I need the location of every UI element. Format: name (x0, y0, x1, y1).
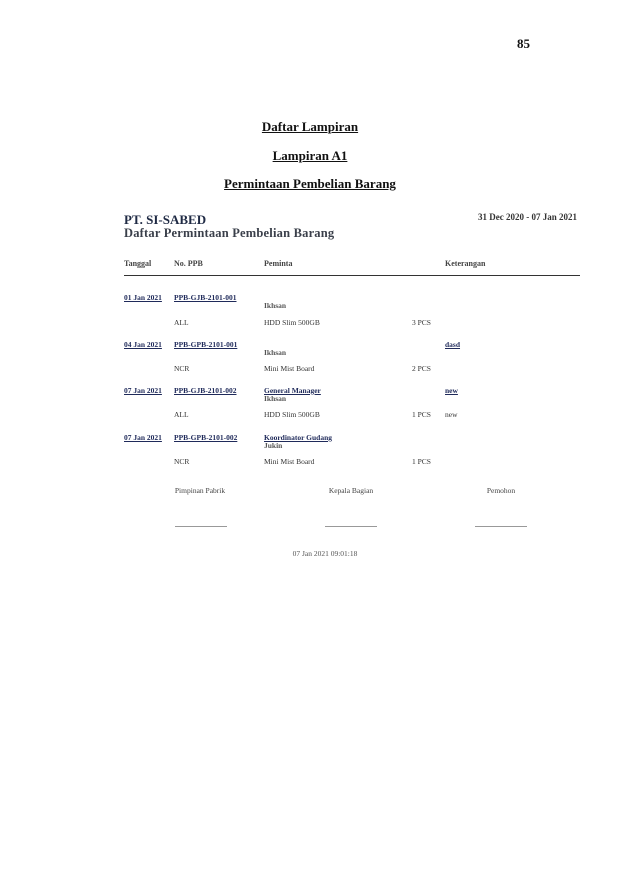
item-description: Mini Mist Board (264, 364, 315, 373)
record-note: dasd (445, 340, 461, 349)
item-quantity: 1 PCS (412, 410, 431, 419)
signature-label-pemohon: Pemohon (486, 486, 516, 495)
signature-line (475, 526, 527, 527)
record-requester: Ikhsan (264, 348, 287, 357)
record-requester: Jukin (264, 441, 283, 450)
record-date[interactable]: 01 Jan 2021 (124, 293, 162, 302)
item-description: HDD Slim 500GB (264, 318, 320, 327)
heading-permintaan: Permintaan Pembelian Barang (224, 176, 396, 191)
company-name: PT. SI-SABED (124, 212, 207, 227)
record-requester: Ikhsan (264, 301, 287, 310)
item-note: new (445, 410, 458, 419)
record-note: new (445, 386, 458, 395)
column-header-tanggal: Tanggal (124, 259, 152, 268)
record-ppb-number[interactable]: PPB-GPB-2101-001 (174, 340, 238, 349)
signature-label-pimpinan-pabrik: Pimpinan Pabrik (174, 486, 226, 495)
heading-lampiran-a1: Lampiran A1 (272, 148, 348, 163)
record-date[interactable]: 07 Jan 2021 (124, 433, 162, 442)
record-date[interactable]: 04 Jan 2021 (124, 340, 162, 349)
record-date[interactable]: 07 Jan 2021 (124, 386, 162, 395)
item-code: ALL (174, 410, 189, 419)
item-code: NCR (174, 457, 190, 466)
record-ppb-number[interactable]: PPB-GPB-2101-002 (174, 433, 238, 442)
signature-line (175, 526, 227, 527)
header-divider (124, 275, 580, 276)
item-code: ALL (174, 318, 189, 327)
signature-line (325, 526, 377, 527)
report-title: Daftar Permintaan Pembelian Barang (124, 226, 335, 240)
column-header-peminta: Peminta (264, 259, 293, 268)
page-number: 85 (517, 36, 530, 51)
record-ppb-number[interactable]: PPB-GJB-2101-001 (174, 293, 237, 302)
printed-timestamp: 07 Jan 2021 09:01:18 (292, 549, 358, 558)
column-header-keterangan: Keterangan (445, 259, 486, 268)
record-ppb-number[interactable]: PPB-GJB-2101-002 (174, 386, 237, 395)
item-code: NCR (174, 364, 190, 373)
item-quantity: 1 PCS (412, 457, 431, 466)
signature-label-kepala-bagian: Kepala Bagian (328, 486, 374, 495)
record-role: Koordinator Gudang (264, 433, 333, 442)
date-range: 31 Dec 2020 - 07 Jan 2021 (478, 212, 577, 222)
item-quantity: 3 PCS (412, 318, 431, 327)
record-requester: Ikhsan (264, 394, 287, 403)
column-header-no-ppb: No. PPB (174, 259, 203, 268)
item-description: Mini Mist Board (264, 457, 315, 466)
item-description: HDD Slim 500GB (264, 410, 320, 419)
record-role: General Manager (264, 386, 321, 395)
item-quantity: 2 PCS (412, 364, 431, 373)
heading-daftar-lampiran: Daftar Lampiran (261, 119, 359, 134)
